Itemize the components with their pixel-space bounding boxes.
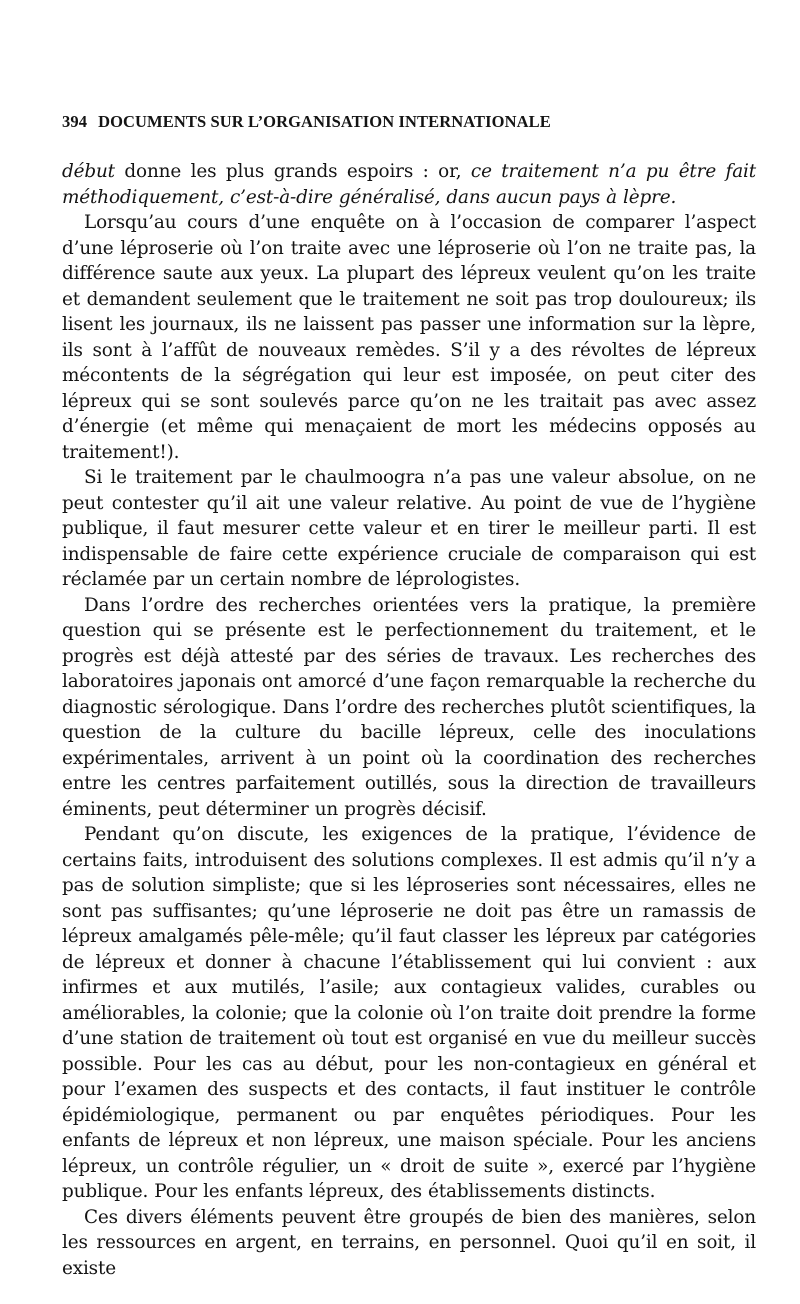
paragraph-1-italic-end: ce traitement n’a pu être fait méthodiquement, c’est-à-dire généralisé, dans aucun pays à lèpre.: [62, 161, 756, 208]
paragraph-4: Dans l’ordre des recherches orientées vers la pratique, la première question qui se présente est le perfectionnement du traitement, et le progrès est déjà attesté par des séries de travaux. Les recherches des laboratoires japonais ont amorcé d’une façon remarquable la recherche du diagnostic sérologique. Dans l’ordre des recherches plutôt scientifiques, la question de la culture du bacille lépreux, celle des inoculations expérimentales, arrivent à un point où la coordination des recherches entre les centres parfaitement outillés, sous la direction de travailleurs éminents, peut déterminer un progrès décisif.: [62, 594, 756, 820]
page-number: 394: [62, 112, 88, 131]
paragraph-1: [62, 159, 756, 210]
paragraph-5: Pendant qu’on discute, les exigences de la pratique, l’évidence de certains faits, introduisent des solutions complexes. Il est admis qu’il n’y a pas de solution simpliste; que si les léproseries sont nécessaires, elles ne sont pas suffisantes; qu’une léproserie ne doit pas être un ramassis de lépreux amalgamés pêle-mêle; qu’il faut classer les lépreux par catégories de lépreux et donner à chacune l’établissement qui lui convient : aux infirmes et aux mutilés, l’asile; aux contagieux valides, curables ou améliorables, la colonie; que la colonie où l’on traite doit prendre la forme d’une station de traitement où tout est organisé en vue du meilleur succès possible. Pour les cas au début, pour les non-contagieux en général et pour l’examen des suspects et des contacts, il faut instituer le contrôle épidémiologique, permanent ou par enquêtes périodiques. Pour les enfants de lépreux et non lépreux, une maison spéciale. Pour les anciens lépreux, un contrôle régulier, un « droit de suite », exercé par l’hygiène publique. Pour les enfants lépreux, des établissements distincts.: [62, 824, 756, 1202]
body-text: [62, 159, 756, 1281]
paragraph-3: Si le traitement par le chaulmoogra n’a pas une valeur absolue, on ne peut contester qu’il ait une valeur relative. Au point de vue de l’hygiène publique, il faut mesurer cette valeur et en tirer le meilleur parti. Il est indispensable de faire cette expérience cruciale de comparaison qui est réclamée par un certain nombre de léprologistes.: [62, 467, 756, 590]
paragraph-1-italic-start: début: [62, 161, 115, 182]
paragraph-1-roman: donne les plus grands espoirs : or,: [114, 161, 471, 182]
running-title: DOCUMENTS SUR L’ORGANISATION INTERNATIONALE: [98, 112, 551, 131]
running-header: [62, 112, 756, 136]
paragraph-2: Lorsqu’au cours d’une enquête on à l’occasion de comparer l’aspect d’une léproserie où l’on traite avec une léproserie où l’on ne traite pas, la différence saute aux yeux. La plupart des lépreux veulent qu’on les traite et demandent seulement que le traitement ne soit pas trop douloureux; ils lisent les journaux, ils ne laissent pas passer une information sur la lèpre, ils sont à l’affût de nouveaux remèdes. S’il y a des révoltes de lépreux mécontents de la ségrégation qui leur est imposée, on peut citer des lépreux qui se sont soulevés parce qu’on ne les traitait pas avec assez d’énergie (et même qui menaçaient de mort les médecins opposés au traitement!).: [62, 212, 756, 463]
document-page: [62, 112, 756, 1281]
paragraph-6: Ces divers éléments peuvent être groupés de bien des manières, selon les ressources en argent, en terrains, en personnel. Quoi qu’il en soit, il existe: [62, 1206, 756, 1279]
